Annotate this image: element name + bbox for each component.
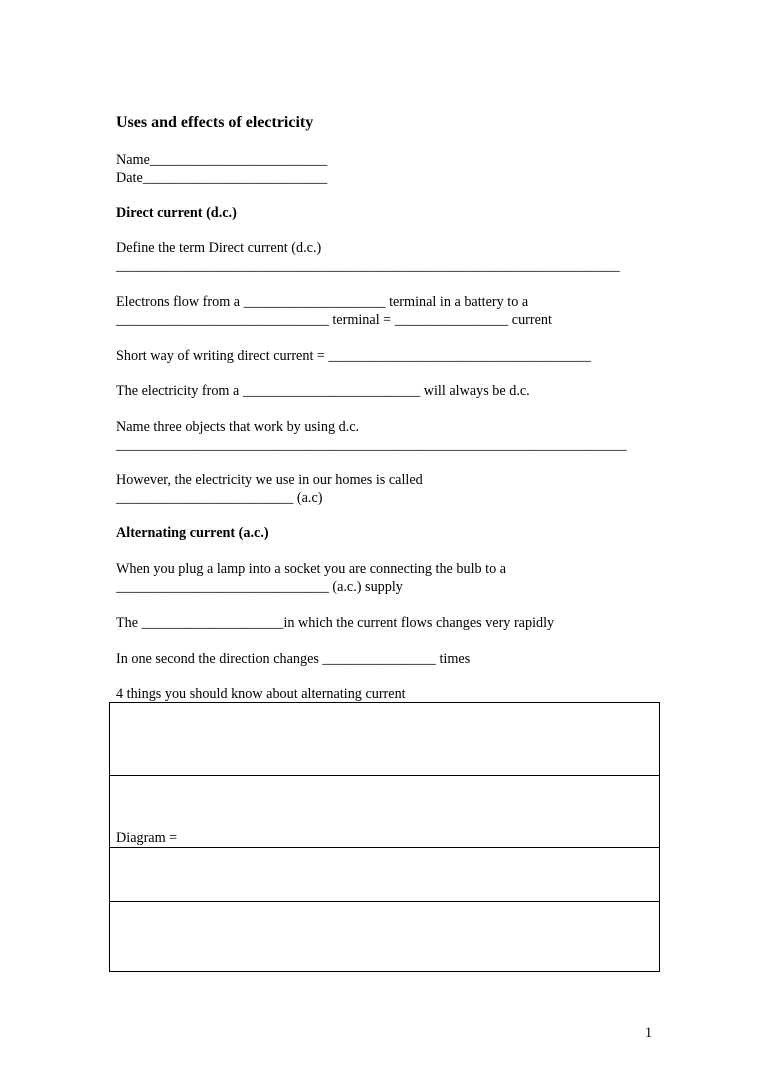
question-electron-flow-line2: ______________________________ terminal = ________________ current bbox=[116, 312, 552, 328]
question-define-dc: Define the term Direct current (d.c.) bbox=[116, 240, 322, 256]
question-homes-line2: _________________________ (a.c) bbox=[116, 490, 323, 506]
answer-box-2[interactable] bbox=[110, 775, 659, 848]
page-title: Uses and effects of electricity bbox=[116, 114, 314, 131]
section-heading-dc: Direct current (d.c.) bbox=[116, 205, 237, 221]
question-homes-line1: However, the electricity we use in our homes is called bbox=[116, 472, 423, 488]
question-one-second: In one second the direction changes ________________ times bbox=[116, 651, 471, 667]
question-plug-line1: When you plug a lamp into a socket you are connecting the bulb to a bbox=[116, 561, 507, 577]
date-field[interactable]: Date__________________________ bbox=[116, 170, 328, 186]
answer-box-1[interactable] bbox=[110, 703, 659, 776]
question-dc-objects: Name three objects that work by using d.c. bbox=[116, 419, 360, 435]
question-direction: The ____________________in which the current flows changes very rapidly bbox=[116, 615, 555, 631]
answer-table bbox=[109, 702, 660, 972]
answer-line-dc-objects[interactable]: ________________________________________________________________________ bbox=[116, 437, 627, 453]
question-plug-line2: ______________________________ (a.c.) supply bbox=[116, 579, 403, 595]
question-four-things: 4 things you should know about alternating current bbox=[116, 686, 406, 702]
question-electron-flow-line1: Electrons flow from a ____________________ terminal in a battery to a bbox=[116, 294, 529, 310]
name-field[interactable]: Name_________________________ bbox=[116, 152, 328, 168]
answer-box-4[interactable] bbox=[110, 901, 659, 971]
diagram-label: Diagram = bbox=[116, 830, 178, 846]
answer-box-3[interactable] bbox=[110, 847, 659, 902]
answer-line-define-dc[interactable]: _______________________________________________________________________ bbox=[116, 258, 620, 274]
question-short-way: Short way of writing direct current = _____________________________________ bbox=[116, 348, 591, 364]
page-number: 1 bbox=[645, 1025, 653, 1041]
question-electricity-source: The electricity from a _________________________ will always be d.c. bbox=[116, 383, 530, 399]
section-heading-ac: Alternating current (a.c.) bbox=[116, 525, 269, 541]
